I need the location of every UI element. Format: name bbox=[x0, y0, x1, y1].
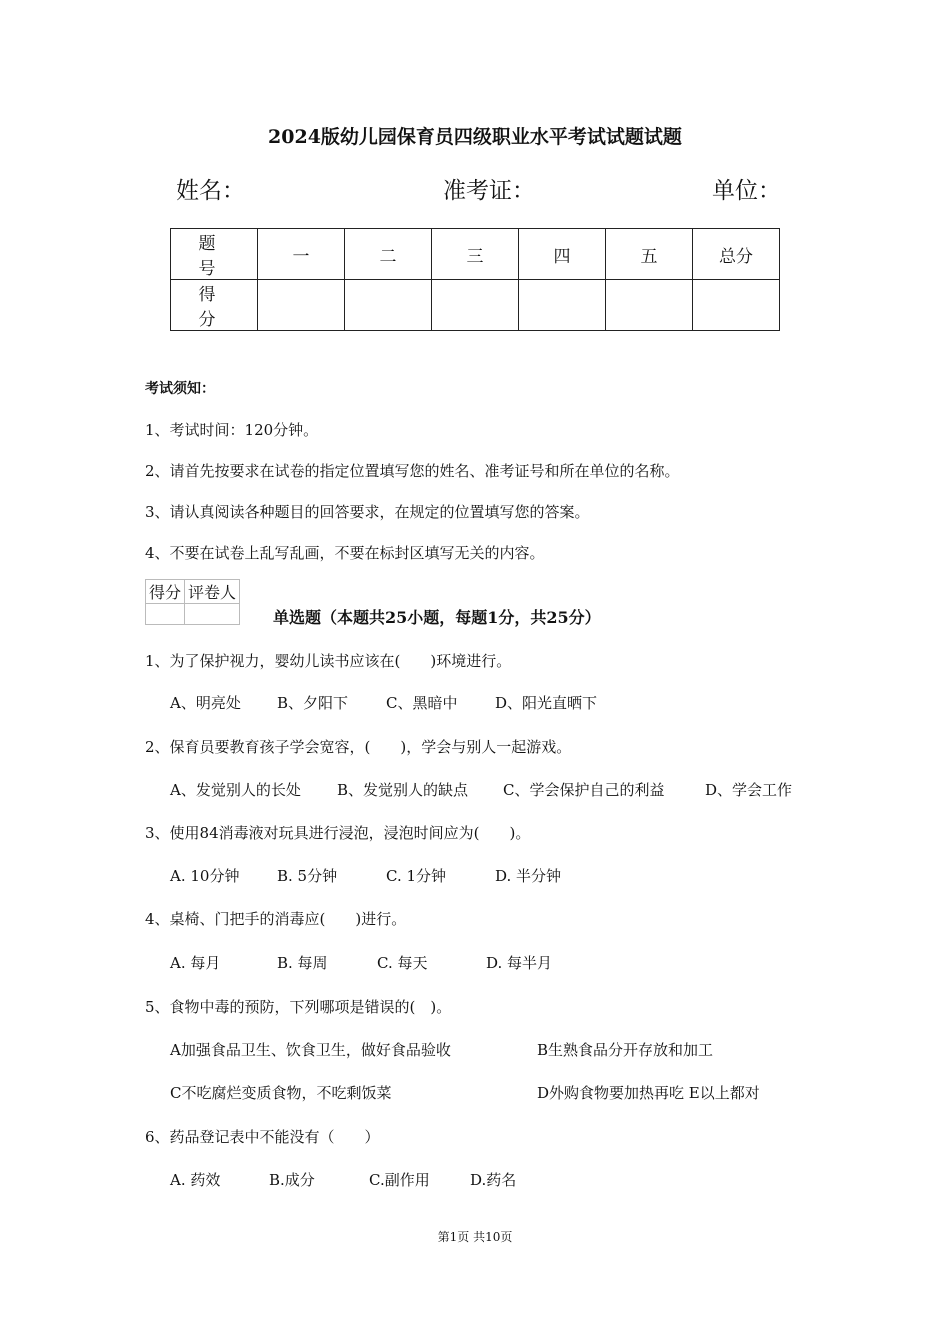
question-stem: 2、保育员要教育孩子学会宽容，( )，学会与别人一起游戏。 bbox=[145, 738, 572, 756]
question-option: B、发觉别人的缺点 bbox=[337, 781, 469, 799]
question-option: D. 每半月 bbox=[486, 954, 553, 972]
score-column-header: 四 bbox=[519, 229, 606, 280]
question-option: C.副作用 bbox=[369, 1171, 430, 1189]
question-option: D外购食物要加热再吃 E以上都对 bbox=[537, 1084, 760, 1102]
score-column-header: 五 bbox=[606, 229, 693, 280]
score-cell bbox=[606, 280, 693, 331]
score-cell bbox=[258, 280, 345, 331]
question-option: B. 5分钟 bbox=[277, 867, 338, 885]
question-option: C不吃腐烂变质食物，不吃剩饭菜 bbox=[170, 1084, 392, 1102]
question-stem: 4、桌椅、门把手的消毒应( )进行。 bbox=[145, 910, 407, 928]
score-column-header: 二 bbox=[345, 229, 432, 280]
score-label: 得 分 bbox=[171, 280, 258, 331]
page-title: 2024版幼儿园保育员四级职业水平考试试题试题 bbox=[268, 126, 682, 148]
name-field-label: 姓名： bbox=[176, 178, 245, 204]
ticket-field-label: 准考证： bbox=[443, 178, 535, 204]
question-option: A. 10分钟 bbox=[170, 867, 240, 885]
score-cell bbox=[432, 280, 519, 331]
notice-item: 4、不要在试卷上乱写乱画，不要在标封区填写无关的内容。 bbox=[145, 544, 545, 562]
score-column-header: 总分 bbox=[693, 229, 780, 280]
score-cell bbox=[345, 280, 432, 331]
page-footer: 第1页 共10页 bbox=[437, 1230, 513, 1244]
question-option: C、学会保护自己的利益 bbox=[503, 781, 665, 799]
score-column-header: 三 bbox=[432, 229, 519, 280]
question-option: B、夕阳下 bbox=[277, 694, 349, 712]
question-option: D.药名 bbox=[470, 1171, 517, 1189]
grader-score-cell bbox=[146, 604, 185, 625]
question-option: A. 药效 bbox=[170, 1171, 221, 1189]
question-option: C. 每天 bbox=[377, 954, 428, 972]
score-cell bbox=[693, 280, 780, 331]
section-title: 单选题（本题共25小题，每题1分，共25分） bbox=[273, 608, 601, 627]
question-stem: 6、药品登记表中不能没有（ ） bbox=[145, 1128, 380, 1146]
question-option: D. 半分钟 bbox=[495, 867, 562, 885]
question-option: B生熟食品分开存放和加工 bbox=[537, 1041, 714, 1059]
question-stem: 3、使用84消毒液对玩具进行浸泡，浸泡时间应为( )。 bbox=[145, 824, 531, 842]
question-option: A加强食品卫生、饮食卫生，做好食品验收 bbox=[170, 1041, 451, 1059]
question-stem: 5、食物中毒的预防，下列哪项是错误的( )。 bbox=[145, 998, 452, 1016]
question-option: B.成分 bbox=[269, 1171, 315, 1189]
score-table-header-row bbox=[171, 229, 780, 280]
grader-score-label: 得分 bbox=[146, 580, 185, 604]
grader-reviewer-label: 评卷人 bbox=[185, 580, 240, 604]
grader-reviewer-cell bbox=[185, 604, 240, 625]
question-stem: 1、为了保护视力，婴幼儿读书应该在( )环境进行。 bbox=[145, 652, 512, 670]
score-cell bbox=[519, 280, 606, 331]
question-option: B. 每周 bbox=[277, 954, 328, 972]
question-number-label: 题 号 bbox=[171, 229, 258, 280]
question-option: A、发觉别人的长处 bbox=[170, 781, 301, 799]
notice-item: 1、考试时间：120分钟。 bbox=[145, 421, 319, 439]
score-table-score-row bbox=[171, 280, 780, 331]
question-option: C、黑暗中 bbox=[386, 694, 458, 712]
notice-item: 3、请认真阅读各种题目的回答要求，在规定的位置填写您的答案。 bbox=[145, 503, 590, 521]
question-option: D、阳光直晒下 bbox=[495, 694, 598, 712]
question-option: A. 每月 bbox=[170, 954, 221, 972]
notice-item: 2、请首先按要求在试卷的指定位置填写您的姓名、准考证号和所在单位的名称。 bbox=[145, 462, 680, 480]
score-column-header: 一 bbox=[258, 229, 345, 280]
notice-title: 考试须知： bbox=[145, 381, 215, 397]
question-option: C. 1分钟 bbox=[386, 867, 447, 885]
unit-field-label: 单位： bbox=[712, 178, 781, 204]
question-option: A、明亮处 bbox=[170, 694, 241, 712]
score-table bbox=[170, 228, 780, 331]
question-option: D、学会工作 bbox=[705, 781, 793, 799]
grader-box bbox=[145, 579, 240, 625]
